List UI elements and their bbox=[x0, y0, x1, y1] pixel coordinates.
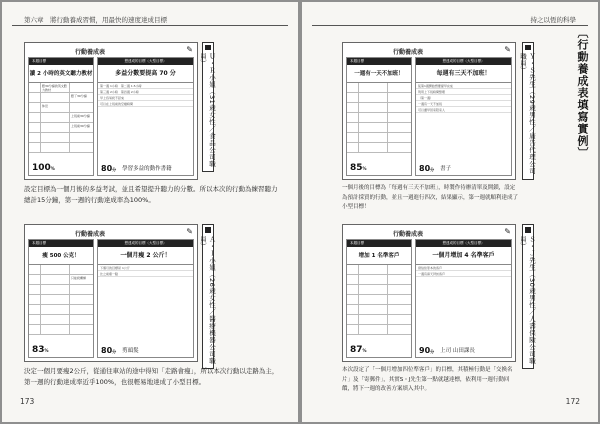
person-tab-ys bbox=[519, 42, 536, 180]
running-header: 第六章 將行動養成習慣，用最快的速度達成目標 bbox=[24, 16, 167, 24]
table-row bbox=[347, 275, 411, 285]
reward: 書子 bbox=[440, 166, 452, 172]
weekly-goal-header: 本週目標 bbox=[29, 58, 93, 65]
note-line: 第三週 2小時 第四週 2小時 bbox=[98, 89, 193, 95]
form-title: 行動養成表 bbox=[393, 231, 424, 238]
table-row: 休息 bbox=[29, 103, 93, 113]
pen-icon: ✎ bbox=[504, 45, 511, 54]
table-row bbox=[347, 285, 411, 295]
table-row bbox=[29, 143, 93, 153]
person-tab-ai bbox=[199, 224, 216, 369]
note-line: 下個月的目標是 1公斤 bbox=[98, 265, 193, 271]
weekly-goal-header: 本週目標 bbox=[29, 240, 93, 247]
note-line: 比之前瘦一點 bbox=[98, 271, 193, 277]
pen-icon: ✎ bbox=[186, 227, 193, 236]
monthly-column bbox=[415, 57, 512, 176]
body-text-3: 一個月後的目標為「每週有三天不加班」，時製作待辦清單及開鎖，設定為預計採買的行動，並且一週進行四次，結果顯示，第一週就順利達成了小型目標！ bbox=[342, 185, 519, 210]
note-line: 可以在上班前的空檔時間 bbox=[98, 101, 193, 107]
result-footer bbox=[101, 343, 190, 355]
section-title: 〔行動養成表填寫實例〕 bbox=[576, 27, 589, 159]
table-row bbox=[347, 123, 411, 133]
action-form-ai bbox=[24, 224, 198, 362]
weekly-goal-header: 本週目標 bbox=[347, 240, 411, 247]
form-title: 行動養成表 bbox=[75, 49, 106, 56]
square-marker-icon bbox=[205, 227, 211, 233]
result-score: 80 bbox=[101, 164, 113, 173]
note-line: 一週有一天不加班 bbox=[416, 101, 511, 107]
big-goal: 每週有三天不加班！ bbox=[416, 65, 511, 83]
table-row bbox=[347, 83, 411, 93]
person-label: Ｕ・Ｒ小姐（31歲女性／食品公司職員） bbox=[199, 53, 216, 168]
table-row bbox=[347, 93, 411, 103]
action-form-ur bbox=[24, 42, 198, 180]
table-row bbox=[347, 295, 411, 305]
table-row: 上班前30分鐘 bbox=[29, 113, 93, 123]
big-goal: 一個月瘦 2 公斤！ bbox=[98, 247, 193, 265]
table-row: 聽30分鐘的英文聽力教材 bbox=[29, 83, 93, 93]
form-title: 行動養成表 bbox=[75, 231, 106, 238]
note-line: （第一週） bbox=[416, 95, 511, 101]
result-footer bbox=[419, 343, 508, 355]
header-rule bbox=[12, 25, 288, 26]
weekly-column bbox=[346, 239, 412, 358]
achievement-rate: 85% bbox=[350, 163, 367, 173]
weekly-column bbox=[28, 57, 94, 176]
table-row bbox=[347, 133, 411, 143]
page-number: 172 bbox=[565, 397, 580, 406]
person-label: Ｙ・Ｓ先生（29歲男性／廣告代理公司職員） bbox=[519, 53, 536, 175]
table-row bbox=[29, 133, 93, 143]
weekly-goal-header: 本週目標 bbox=[347, 58, 411, 65]
table-row: 上班前30分鐘 bbox=[29, 123, 93, 133]
table-row bbox=[347, 305, 411, 315]
weekly-goal: 瘦 500 公克！ bbox=[29, 247, 93, 265]
achievement-rate: 87% bbox=[350, 345, 367, 355]
result-unit: 分 bbox=[112, 349, 117, 354]
reward: 上司 山田課長 bbox=[440, 348, 475, 354]
table-row bbox=[347, 325, 411, 335]
action-form-sj bbox=[342, 224, 516, 362]
table-row bbox=[347, 143, 411, 153]
table-row: 聽了30分鐘 bbox=[29, 93, 93, 103]
monthly-column bbox=[415, 239, 512, 358]
table-row bbox=[29, 305, 93, 315]
result-footer bbox=[419, 161, 508, 173]
form-title: 行動養成表 bbox=[393, 49, 424, 56]
person-tab-ur bbox=[199, 42, 216, 172]
running-header: 持之以恆的科學 bbox=[530, 16, 576, 24]
left-page bbox=[2, 2, 298, 422]
note-line: 一週有兩天拜訪客戶 bbox=[416, 271, 511, 277]
square-marker-icon bbox=[525, 45, 531, 50]
note-line: 發信給原本的客戶 bbox=[416, 265, 511, 271]
table-row bbox=[347, 103, 411, 113]
weekly-column bbox=[346, 57, 412, 176]
table-row bbox=[29, 325, 93, 335]
result-score: 80 bbox=[101, 346, 113, 355]
achievement-rate: 83% bbox=[32, 345, 49, 355]
body-text-4: 本次設定了「一個月增加四位準客戶」的目標，其積極行動是「交換名片」及「寄郵件」，其實S・J先生第一點就越達標，依利用一週行動回饋，將下一週的改善方案填入其中。 bbox=[342, 367, 513, 392]
big-goal: 多益分數要提高 70 分 bbox=[98, 65, 193, 83]
page-number: 173 bbox=[20, 397, 35, 406]
result-footer bbox=[101, 161, 190, 173]
achievement-rate: 100% bbox=[32, 163, 55, 173]
person-label: Ｓ・Ｊ先生（30歲男性／人壽保險公司職員） bbox=[519, 235, 536, 364]
note-line: 利用上下班時間整理 bbox=[416, 89, 511, 95]
big-goal-header: 想達成的目標（大型目標） bbox=[98, 240, 193, 247]
body-text-1: 設定目標為一個月後的多益考試，並且希望提升聽力的分數。所以本次的行動為練習聽力總計15分鐘，第一週的行動達成率為100%。 bbox=[24, 185, 278, 204]
big-goal-header: 想達成的目標（大型目標） bbox=[416, 240, 511, 247]
monthly-column bbox=[97, 239, 194, 358]
square-marker-icon bbox=[205, 45, 211, 50]
header-rule bbox=[312, 25, 588, 26]
note-line: 從第1週開始想要提早完成 bbox=[416, 83, 511, 89]
reward: 學習多益的動作書籍 bbox=[122, 166, 172, 172]
table-row bbox=[347, 113, 411, 123]
pen-icon: ✎ bbox=[186, 45, 193, 54]
person-tab-sj bbox=[519, 224, 536, 369]
result-unit: 分 bbox=[430, 167, 435, 172]
result-score: 90 bbox=[419, 346, 431, 355]
table-row bbox=[29, 265, 93, 275]
note-line: 第一週 1小時 第二週 1.5小時 bbox=[98, 83, 193, 89]
weekly-goal: 增加 1 名準客戶 bbox=[347, 247, 411, 265]
table-row bbox=[347, 315, 411, 325]
big-goal-header: 想達成的目標（大型目標） bbox=[416, 58, 511, 65]
weekly-goal: 一週有一天不加班！ bbox=[347, 65, 411, 83]
table-row bbox=[29, 285, 93, 295]
note-line: 可以盡早回家陪家人 bbox=[416, 107, 511, 113]
pen-icon: ✎ bbox=[504, 227, 511, 236]
table-row bbox=[29, 315, 93, 325]
right-page bbox=[302, 2, 598, 422]
table-row bbox=[29, 295, 93, 305]
body-text-2: 決定一個月要瘦2公斤，從通往車站的途中得知「走路會瘦」，所以本次行動以走路為主，第一週的行動達成率近乎100%，也很輕易地達成了小型目標。 bbox=[24, 367, 279, 386]
reward: 剪頭髮 bbox=[122, 348, 139, 354]
person-label: Ａ・Ｉ小姐（26歲女性／醫療機器公司職員） bbox=[199, 235, 216, 364]
result-unit: 分 bbox=[112, 167, 117, 172]
result-unit: 分 bbox=[430, 349, 435, 354]
big-goal: 一個月增加 4 名準客戶 bbox=[416, 247, 511, 265]
table-row bbox=[347, 265, 411, 275]
table-row: 只能爬樓梯 bbox=[29, 275, 93, 285]
note-line: 早上容易爬不起來 bbox=[98, 95, 193, 101]
result-score: 80 bbox=[419, 164, 431, 173]
weekly-goal: 讀 2 小時的英文聽力教材 bbox=[29, 65, 93, 83]
weekly-column bbox=[28, 239, 94, 358]
big-goal-header: 想達成的目標（大型目標） bbox=[98, 58, 193, 65]
monthly-column bbox=[97, 57, 194, 176]
square-marker-icon bbox=[525, 227, 531, 233]
action-form-ys bbox=[342, 42, 516, 180]
